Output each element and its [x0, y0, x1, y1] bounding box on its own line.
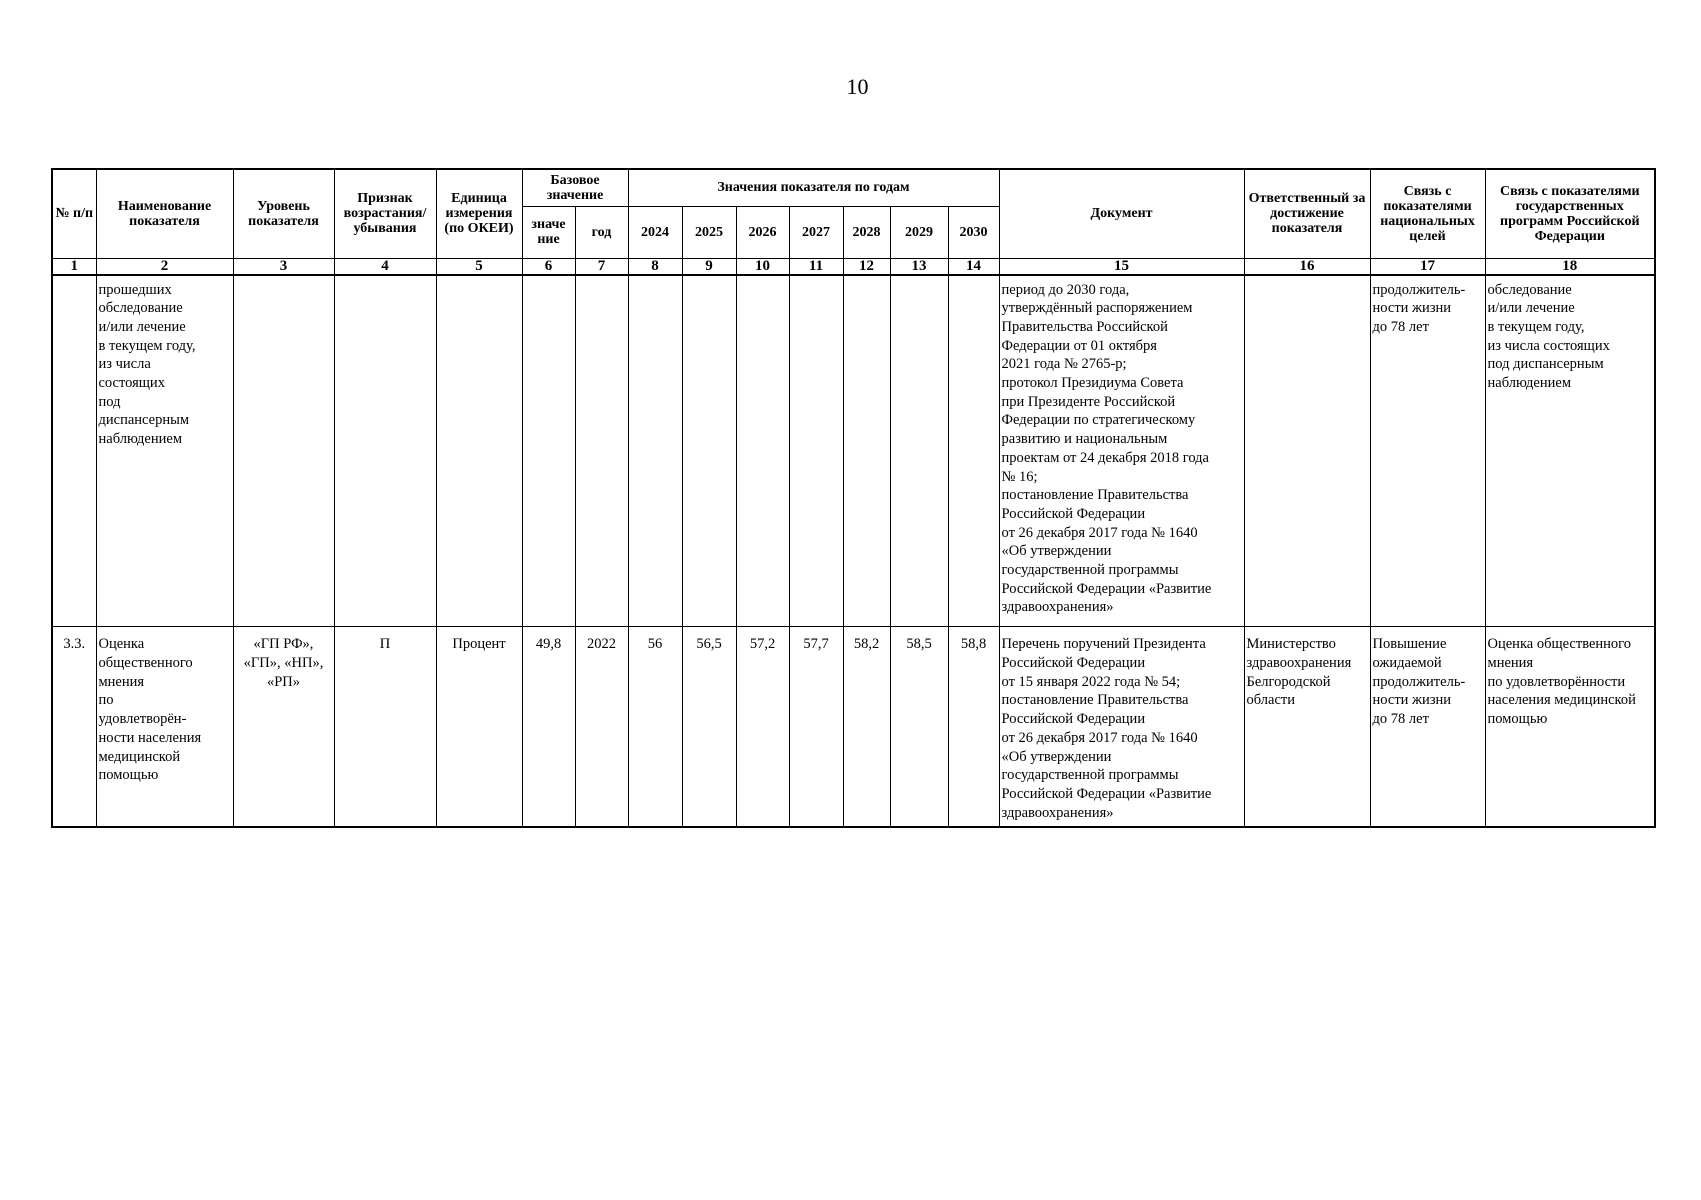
cell-year-value [890, 275, 948, 627]
cell-sign [334, 275, 436, 627]
cell-year-value [789, 275, 843, 627]
cell-link-state: обследование и/или лечение в текущем году, из числа состоящих под диспансерным наблюдением [1485, 275, 1655, 627]
cell-year-value: 58,2 [843, 627, 890, 827]
column-number: 13 [890, 258, 948, 275]
table-row [52, 275, 1655, 627]
cell-link-national: продолжитель- ности жизни до 78 лет [1370, 275, 1485, 627]
column-number: 18 [1485, 258, 1655, 275]
header-name: Наименование показателя [96, 169, 233, 258]
cell-name: прошедших обследование и/или лечение в текущем году, из числа состоящих под диспансерным наблюдением [96, 275, 233, 627]
header-year: 2029 [890, 206, 948, 258]
cell-unit [436, 275, 522, 627]
header-num: № п/п [52, 169, 96, 258]
column-number: 12 [843, 258, 890, 275]
header-base-year: год [575, 206, 628, 258]
header-link-national: Связь с показателями национальных целей [1370, 169, 1485, 258]
cell-num [52, 275, 96, 627]
column-number: 10 [736, 258, 789, 275]
header-base-value: значе ние [522, 206, 575, 258]
header-values-by-years: Значения показателя по годам [628, 169, 999, 206]
cell-year-value: 56,5 [682, 627, 736, 827]
header-year: 2026 [736, 206, 789, 258]
header-year: 2028 [843, 206, 890, 258]
header-base: Базовое значение [522, 169, 628, 206]
header-year: 2030 [948, 206, 999, 258]
header-document: Документ [999, 169, 1244, 258]
column-number: 3 [233, 258, 334, 275]
header-sign: Признак возрастания/ убывания [334, 169, 436, 258]
cell-link-national: Повышение ожидаемой продолжитель- ности жизни до 78 лет [1370, 627, 1485, 827]
cell-year-value: 56 [628, 627, 682, 827]
header-unit: Единица измерения (по ОКЕИ) [436, 169, 522, 258]
column-number: 7 [575, 258, 628, 275]
header-year: 2024 [628, 206, 682, 258]
cell-document: период до 2030 года, утверждённый распоряжением Правительства Российской Федерации от 01 октября 2021 года № 2765-р; протокол Президиума Совета при Президенте Российской Федерации по стратегическому развитию и национальным проектам от 24 декабря 2018 года № 16; постановление Правительства Российской Федерации от 26 декабря 2017 года № 1640 «Об утверждении государственной программы Российской Федерации «Развитие здравоохранения» [999, 275, 1244, 627]
header-level: Уровень показателя [233, 169, 334, 258]
column-number: 16 [1244, 258, 1370, 275]
cell-year-value [682, 275, 736, 627]
column-number: 11 [789, 258, 843, 275]
cell-base-year: 2022 [575, 627, 628, 827]
cell-year-value [736, 275, 789, 627]
header-year: 2027 [789, 206, 843, 258]
cell-base-value: 49,8 [522, 627, 575, 827]
cell-base-year [575, 275, 628, 627]
cell-year-value: 57,7 [789, 627, 843, 827]
table-row [52, 627, 1655, 827]
cell-year-value: 57,2 [736, 627, 789, 827]
cell-name: Оценка общественного мнения по удовлетворён- ности населения медицинской помощью [96, 627, 233, 827]
column-number: 14 [948, 258, 999, 275]
column-number: 2 [96, 258, 233, 275]
column-number: 4 [334, 258, 436, 275]
column-numbers-row [52, 258, 1655, 275]
cell-sign: П [334, 627, 436, 827]
header-link-state: Связь с показателями государственных программ Российской Федерации [1485, 169, 1655, 258]
column-number: 15 [999, 258, 1244, 275]
column-number: 5 [436, 258, 522, 275]
cell-document: Перечень поручений Президента Российской Федерации от 15 января 2022 года № 54; постановление Правительства Российской Федерации от 26 декабря 2017 года № 1640 «Об утверждении государственной программы Российской Федерации «Развитие здравоохранения» [999, 627, 1244, 827]
cell-year-value [948, 275, 999, 627]
cell-year-value [843, 275, 890, 627]
cell-year-value: 58,5 [890, 627, 948, 827]
cell-responsible [1244, 275, 1370, 627]
column-number: 1 [52, 258, 96, 275]
column-number: 8 [628, 258, 682, 275]
cell-year-value: 58,8 [948, 627, 999, 827]
cell-num: 3.3. [52, 627, 96, 827]
indicators-table [51, 168, 1656, 828]
page-number: 10 [846, 74, 869, 99]
cell-level [233, 275, 334, 627]
header-responsible: Ответственный за достижение показателя [1244, 169, 1370, 258]
header-year: 2025 [682, 206, 736, 258]
cell-level: «ГП РФ», «ГП», «НП», «РП» [233, 627, 334, 827]
cell-unit: Процент [436, 627, 522, 827]
column-number: 6 [522, 258, 575, 275]
cell-year-value [628, 275, 682, 627]
column-number: 17 [1370, 258, 1485, 275]
column-number: 9 [682, 258, 736, 275]
cell-base-value [522, 275, 575, 627]
cell-link-state: Оценка общественного мнения по удовлетворённости населения медицинской помощью [1485, 627, 1655, 827]
cell-responsible: Министерство здравоохранения Белгородской области [1244, 627, 1370, 827]
